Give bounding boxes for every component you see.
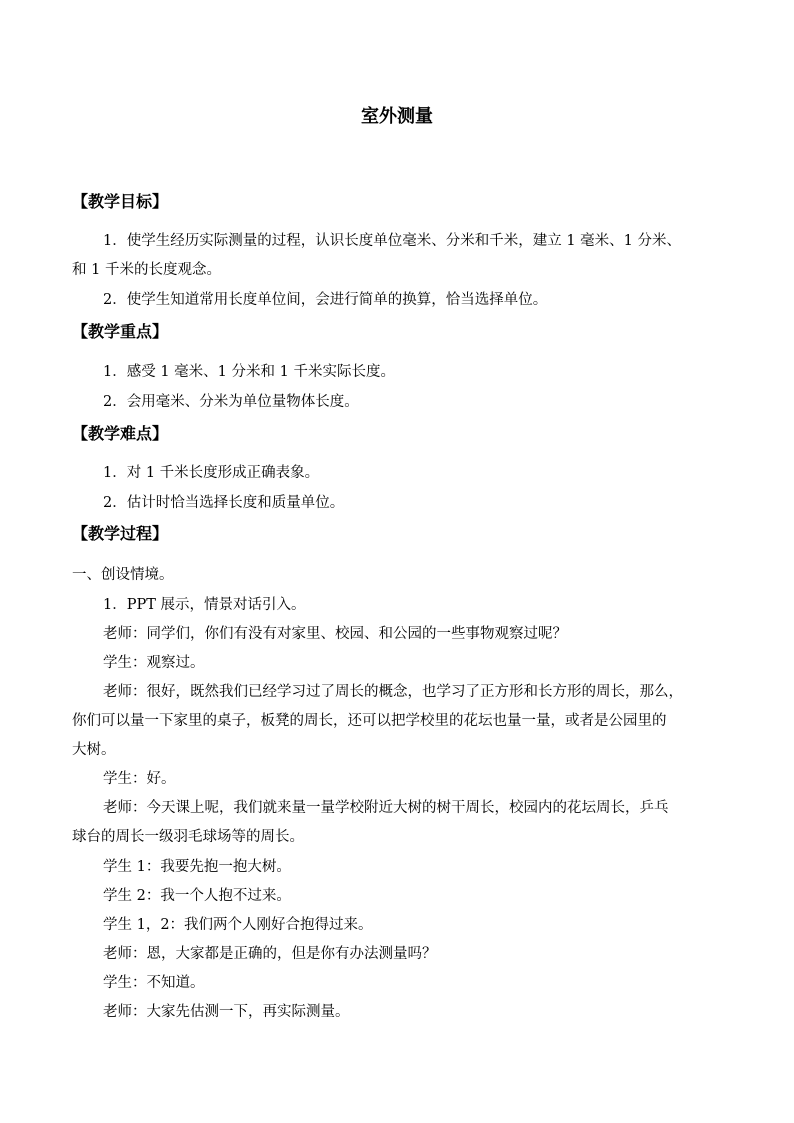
dialogue-line: 老师：大家先估测一下，再实际测量。	[103, 1004, 350, 1020]
dialogue-line: 你们可以量一下家里的桌子，板凳的周长，还可以把学校里的花坛也量一量，或者是公园里的	[72, 713, 667, 729]
key-points-item-1: 1．感受 1 毫米、1 分米和 1 千米实际长度。	[103, 364, 395, 380]
process-sub-1: 1．PPT 展示，情景对话引入。	[103, 597, 306, 613]
dialogue-line: 学生 2：我一个人抱不过来。	[103, 888, 291, 904]
dialogue-line: 学生：观察过。	[103, 655, 205, 671]
goals-item-1-line-1: 1．使学生经历实际测量的过程，认识长度单位毫米、分米和千米，建立 1 毫米、1 分米、	[103, 233, 681, 249]
dialogue-line: 老师：同学们，你们有没有对家里、校园、和公园的一些事物观察过呢？	[103, 626, 567, 642]
difficulties-item-1: 1．对 1 千米长度形成正确表象。	[103, 465, 320, 481]
key-points-heading: 【教学重点】	[72, 322, 169, 341]
dialogue-line: 学生：好。	[103, 771, 176, 787]
dialogue-line: 学生 1，2：我们两个人刚好合抱得过来。	[103, 917, 373, 933]
difficulties-item-2: 2．估计时恰当选择长度和质量单位。	[103, 495, 345, 511]
process-heading: 【教学过程】	[72, 524, 169, 543]
document-page	[72, 0, 722, 1123]
document-title: 室外测量	[361, 106, 433, 127]
goals-item-2: 2．使学生知道常用长度单位间，会进行简单的换算，恰当选择单位。	[103, 292, 548, 308]
dialogue-line: 球台的周长一级羽毛球场等的周长。	[72, 829, 304, 845]
dialogue-line: 老师：今天课上呢，我们就来量一量学校附近大树的树干周长，校园内的花坛周长，乒乓	[103, 800, 669, 816]
dialogue-line: 学生：不知道。	[103, 975, 205, 991]
process-step-1: 一、创设情境。	[72, 567, 174, 583]
dialogue-line: 学生 1：我要先抱一抱大树。	[103, 859, 291, 875]
goals-item-1-line-2: 和 1 千米的长度观念。	[72, 262, 221, 278]
dialogue-line: 老师：恩，大家都是正确的，但是你有办法测量吗？	[103, 946, 437, 962]
dialogue-line: 老师：很好，既然我们已经学习过了周长的概念，也学习了正方形和长方形的周长，那么，	[103, 684, 683, 700]
goals-heading: 【教学目标】	[72, 192, 169, 211]
difficulties-heading: 【教学难点】	[72, 424, 169, 443]
dialogue-line: 大树。	[72, 742, 116, 758]
key-points-item-2: 2．会用毫米、分米为单位量物体长度。	[103, 394, 359, 410]
